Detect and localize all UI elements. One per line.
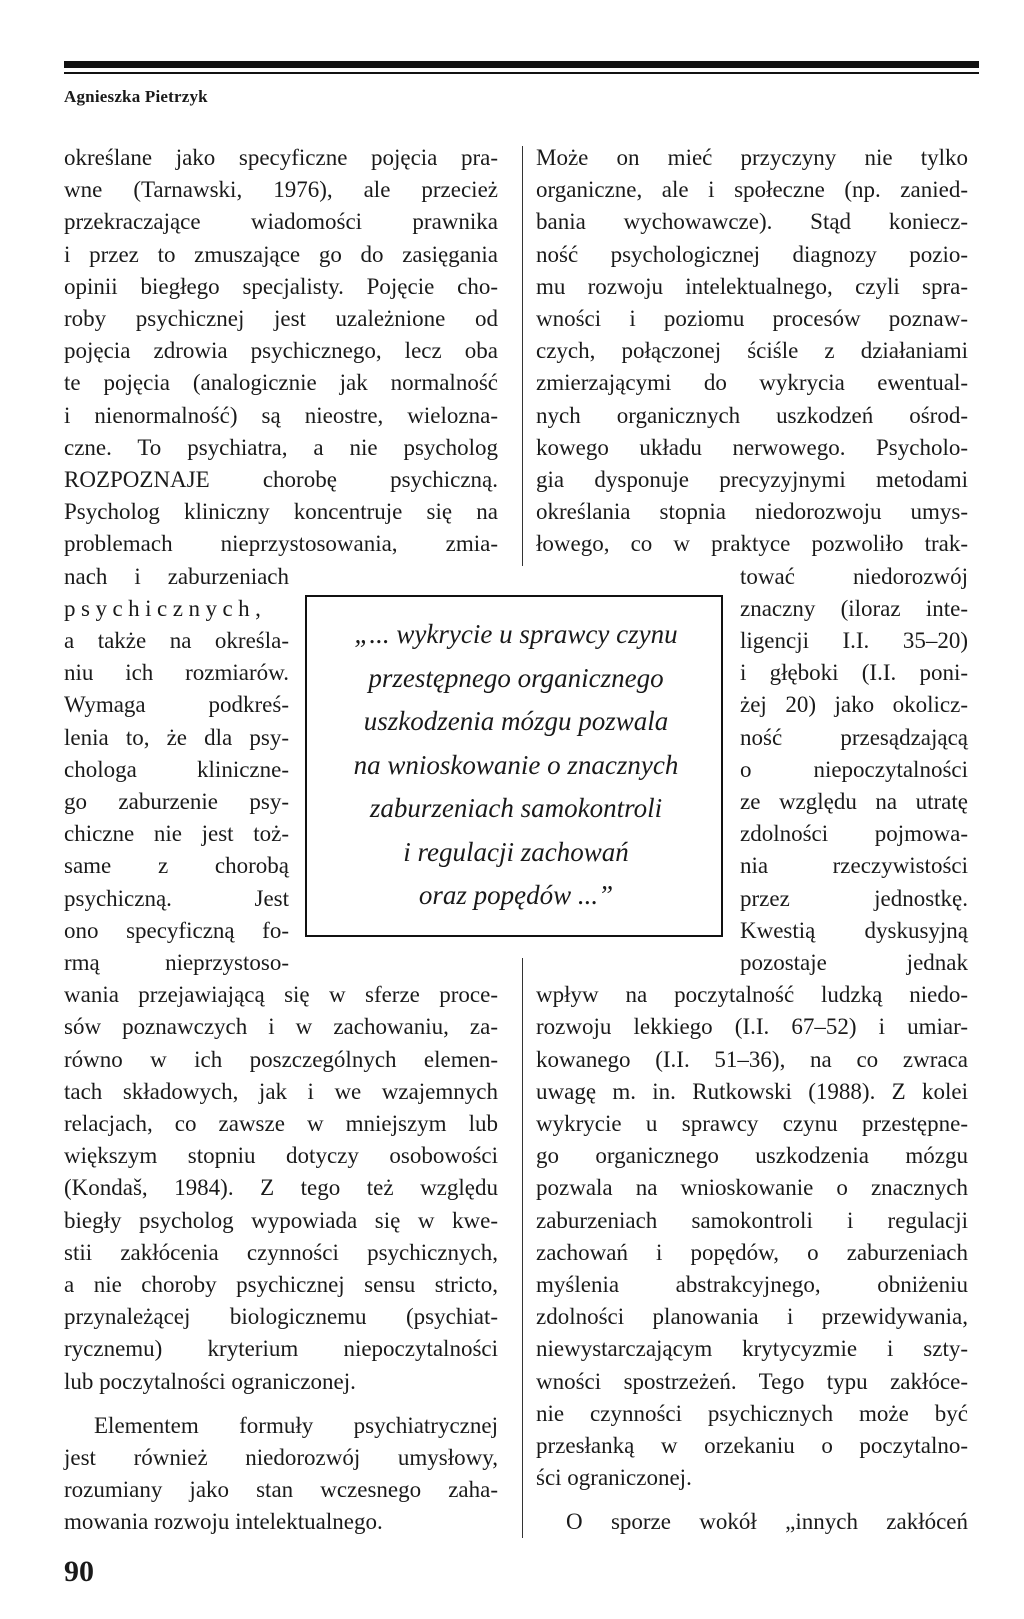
right-column-line: ligencji I.I. 35–20) <box>740 628 968 653</box>
pull-quote-line: na wnioskowanie o znacznych <box>353 749 679 780</box>
left-column-line: rmą nieprzystoso- <box>64 950 289 975</box>
left-column-line: ROZPOZNAJE chorobę psychiczną. <box>64 467 498 492</box>
left-column-line: równo w ich poszczególnych elemen- <box>64 1046 498 1072</box>
left-column-line: nach i zaburzeniach <box>64 563 289 589</box>
left-column-line: chologa klinicznе- <box>64 756 289 782</box>
left-column-line: przekraczające wiadomości prawnika <box>64 209 498 235</box>
left-column-line: czne. To psychiatra, a nie psycholog <box>64 434 498 460</box>
left-column-line: relacjach, co zawsze w mniejszym lub <box>64 1111 498 1136</box>
right-column-line: organiczne, ale i społeczne (np. zanied- <box>536 177 968 203</box>
left-column-line: same z chorobą <box>64 853 289 879</box>
right-column-line: ze względu na utratę <box>740 789 968 814</box>
left-column-line: (Kondaš, 1984). Z tego też względu <box>64 1175 498 1201</box>
right-column-line: nie czynności psychicznych może być <box>536 1400 968 1426</box>
left-column-line: te pojęcia (analogicznie jak normalność <box>64 370 498 396</box>
right-column-line: zdolności pojmowa- <box>740 821 968 847</box>
left-column-line: i przez to zmuszające go do zasięgania <box>64 241 498 267</box>
left-column-line: Elementem formuły psychiatrycznej <box>94 1412 498 1438</box>
right-column-line: czych, połączonej ściśle z działaniami <box>536 338 968 364</box>
left-column-line: mowania rozwoju intelektualnego. <box>64 1509 383 1535</box>
right-column-line: kowego układu nerwowego. Psycholo- <box>536 434 968 460</box>
left-column-line: problemach nieprzystosowania, zmia- <box>64 531 498 557</box>
left-column-line: go zaburzenie psy- <box>64 789 289 814</box>
right-column-line: przesłanką w orzekaniu o poczytalno- <box>536 1433 968 1458</box>
pull-quote-line: „... wykrycie u sprawcy czynu <box>354 619 678 649</box>
right-column-line: niewystarczającym krytycyzmie i szty- <box>536 1336 968 1362</box>
left-column-line: stii zakłócenia czynności psychicznych, <box>64 1239 498 1265</box>
left-column-line: psychicznych, <box>64 595 267 621</box>
left-column-line: jest również niedorozwój umysłowy, <box>64 1445 498 1470</box>
right-column-line: zachowań i popędów, o zaburzeniach <box>536 1239 968 1265</box>
right-column-line: pozostaje jednak <box>740 950 968 975</box>
left-column-line: Wymaga podkreś- <box>64 692 289 718</box>
left-column-line: a nie choroby psychicznej sensu stricto, <box>64 1272 498 1297</box>
left-column-line: i nienormalność) są nieostre, wieloznа- <box>64 402 498 428</box>
right-column-line: rozwoju lekkiego (I.I. 67–52) i umiar- <box>536 1014 968 1040</box>
right-column-line: ność psychologicznej diagnozy pozio- <box>536 241 968 267</box>
right-column-line: nych organicznych uszkodzeń ośrod- <box>536 402 968 428</box>
right-column-line: łowego, co w praktyce pozwoliło trak- <box>536 531 968 557</box>
left-column-line: niu ich rozmiarów. <box>64 660 289 686</box>
right-column-line: żej 20) jako okolicz- <box>740 692 968 718</box>
right-column-line: go organicznego uszkodzenia mózgu <box>536 1143 968 1169</box>
right-column-line: pozwala na wnioskowanie o znacznych <box>536 1175 968 1201</box>
left-column-line: wne (Tarnawski, 1976), ale przecież <box>64 177 498 203</box>
right-column-line: tować niedorozwój <box>740 563 968 589</box>
header-rule-thick <box>64 61 979 68</box>
right-column-line: przez jednostkę. <box>740 885 968 911</box>
left-column-line: lenia to, że dla psy- <box>64 724 289 750</box>
left-column-line: większym stopniu dotyczy osobowości <box>64 1143 498 1169</box>
left-column-line: tach składowych, jak i we wzajemnych <box>64 1078 498 1104</box>
left-column-line: rycznemu) kryterium niepoczytalności <box>64 1336 498 1362</box>
right-column-line: zaburzeniach samokontroli i regulacji <box>536 1207 968 1233</box>
right-column-line: gia dysponuje precyzyjnymi metodami <box>536 467 968 492</box>
right-column-line: zdolności planowania i przewidywania, <box>536 1304 968 1330</box>
right-column-line: określania stopnia niedorozwoju umys- <box>536 499 968 525</box>
left-column-line: Psycholog kliniczny koncentruje się na <box>64 499 498 525</box>
pull-quote-line: oraz popędów ...” <box>418 880 614 910</box>
pull-quote-line: przestępnego organicznego <box>368 662 664 693</box>
left-column-line: wania przejawiającą się w sferze proce- <box>64 982 498 1008</box>
left-column-line: a także na określa- <box>64 628 289 653</box>
left-column-line: opinii biegłego specjalisty. Pojęcie cho- <box>64 273 498 299</box>
column-divider-bottom <box>522 958 523 1538</box>
left-column-line: sów poznawczych i w zachowaniu, za- <box>64 1014 498 1040</box>
right-column-line: myślenia abstrakcyjnego, obniżeniu <box>536 1272 968 1297</box>
left-column-line: pojęcia zdrowia psychicznego, lecz oba <box>64 338 498 364</box>
right-column-line: ność przesądzającą <box>740 724 968 750</box>
right-column-line: Kwestią dyskusyjną <box>740 917 968 943</box>
right-column-line: znaczny (iloraz inte- <box>740 595 968 621</box>
right-column-line: kowanego (I.I. 51–36), na co zwraca <box>536 1046 968 1072</box>
right-column-line: ści ograniczonej. <box>536 1465 692 1491</box>
right-column-line: wykrycie u sprawcy czynu przestępne- <box>536 1111 968 1136</box>
column-divider-top <box>522 146 523 566</box>
left-column-line: ono specyficzną fo- <box>64 917 289 943</box>
right-column-line: i głęboki (I.I. poni- <box>740 660 968 686</box>
running-head: Agnieszka Pietrzyk <box>64 87 208 106</box>
pull-quote-line: uszkodzenia mózgu pozwala <box>363 706 669 736</box>
right-column-line: uwagę m. in. Rutkowski (1988). Z kolei <box>536 1078 968 1104</box>
right-column-line: mu rozwoju intelektualnego, czyli spra- <box>536 273 968 299</box>
left-column-line: biegły psycholog wypowiada się w kwe- <box>64 1207 498 1233</box>
right-column-line: O sporze wokół „innych zakłóceń <box>566 1509 968 1535</box>
right-column-line: wności spostrzeżeń. Tego typu zakłóce- <box>536 1368 968 1394</box>
right-column-line: o niepoczytalności <box>740 756 968 782</box>
left-column-line: roby psychicznej jest uzależnione od <box>64 306 498 331</box>
right-column-line: wności i poziomu procesów poznaw- <box>536 306 968 331</box>
right-column-line: bania wychowawcze). Stąd koniecz- <box>536 209 968 235</box>
left-column-line: rozumiany jako stan wczesnego zaha- <box>64 1477 498 1503</box>
left-column-line: lub poczytalności ograniczonej. <box>64 1368 356 1394</box>
left-column-line: określane jako specyficzne pojęcia pra- <box>64 145 498 170</box>
right-column-line: wpływ na poczytalność ludzką niedo- <box>536 982 968 1008</box>
pull-quote-line: zaburzeniach samokontroli <box>369 793 663 823</box>
pull-quote-box <box>305 595 723 937</box>
left-column-line: przynależącej biologicznemu (psychiat- <box>64 1304 498 1330</box>
right-column-line: Może on mieć przyczyny nie tylko <box>536 145 968 170</box>
page-number: 90 <box>64 1555 94 1588</box>
left-column-line: chiczne nie jest toż- <box>64 821 289 847</box>
pull-quote-line: i regulacji zachowań <box>403 836 629 867</box>
header-rule-thin <box>64 72 979 74</box>
right-column-line: zmierzającymi do wykrycia ewentual- <box>536 370 968 396</box>
right-column-line: nia rzeczywistości <box>740 853 968 879</box>
left-column-line: psychiczną. Jest <box>64 885 289 911</box>
